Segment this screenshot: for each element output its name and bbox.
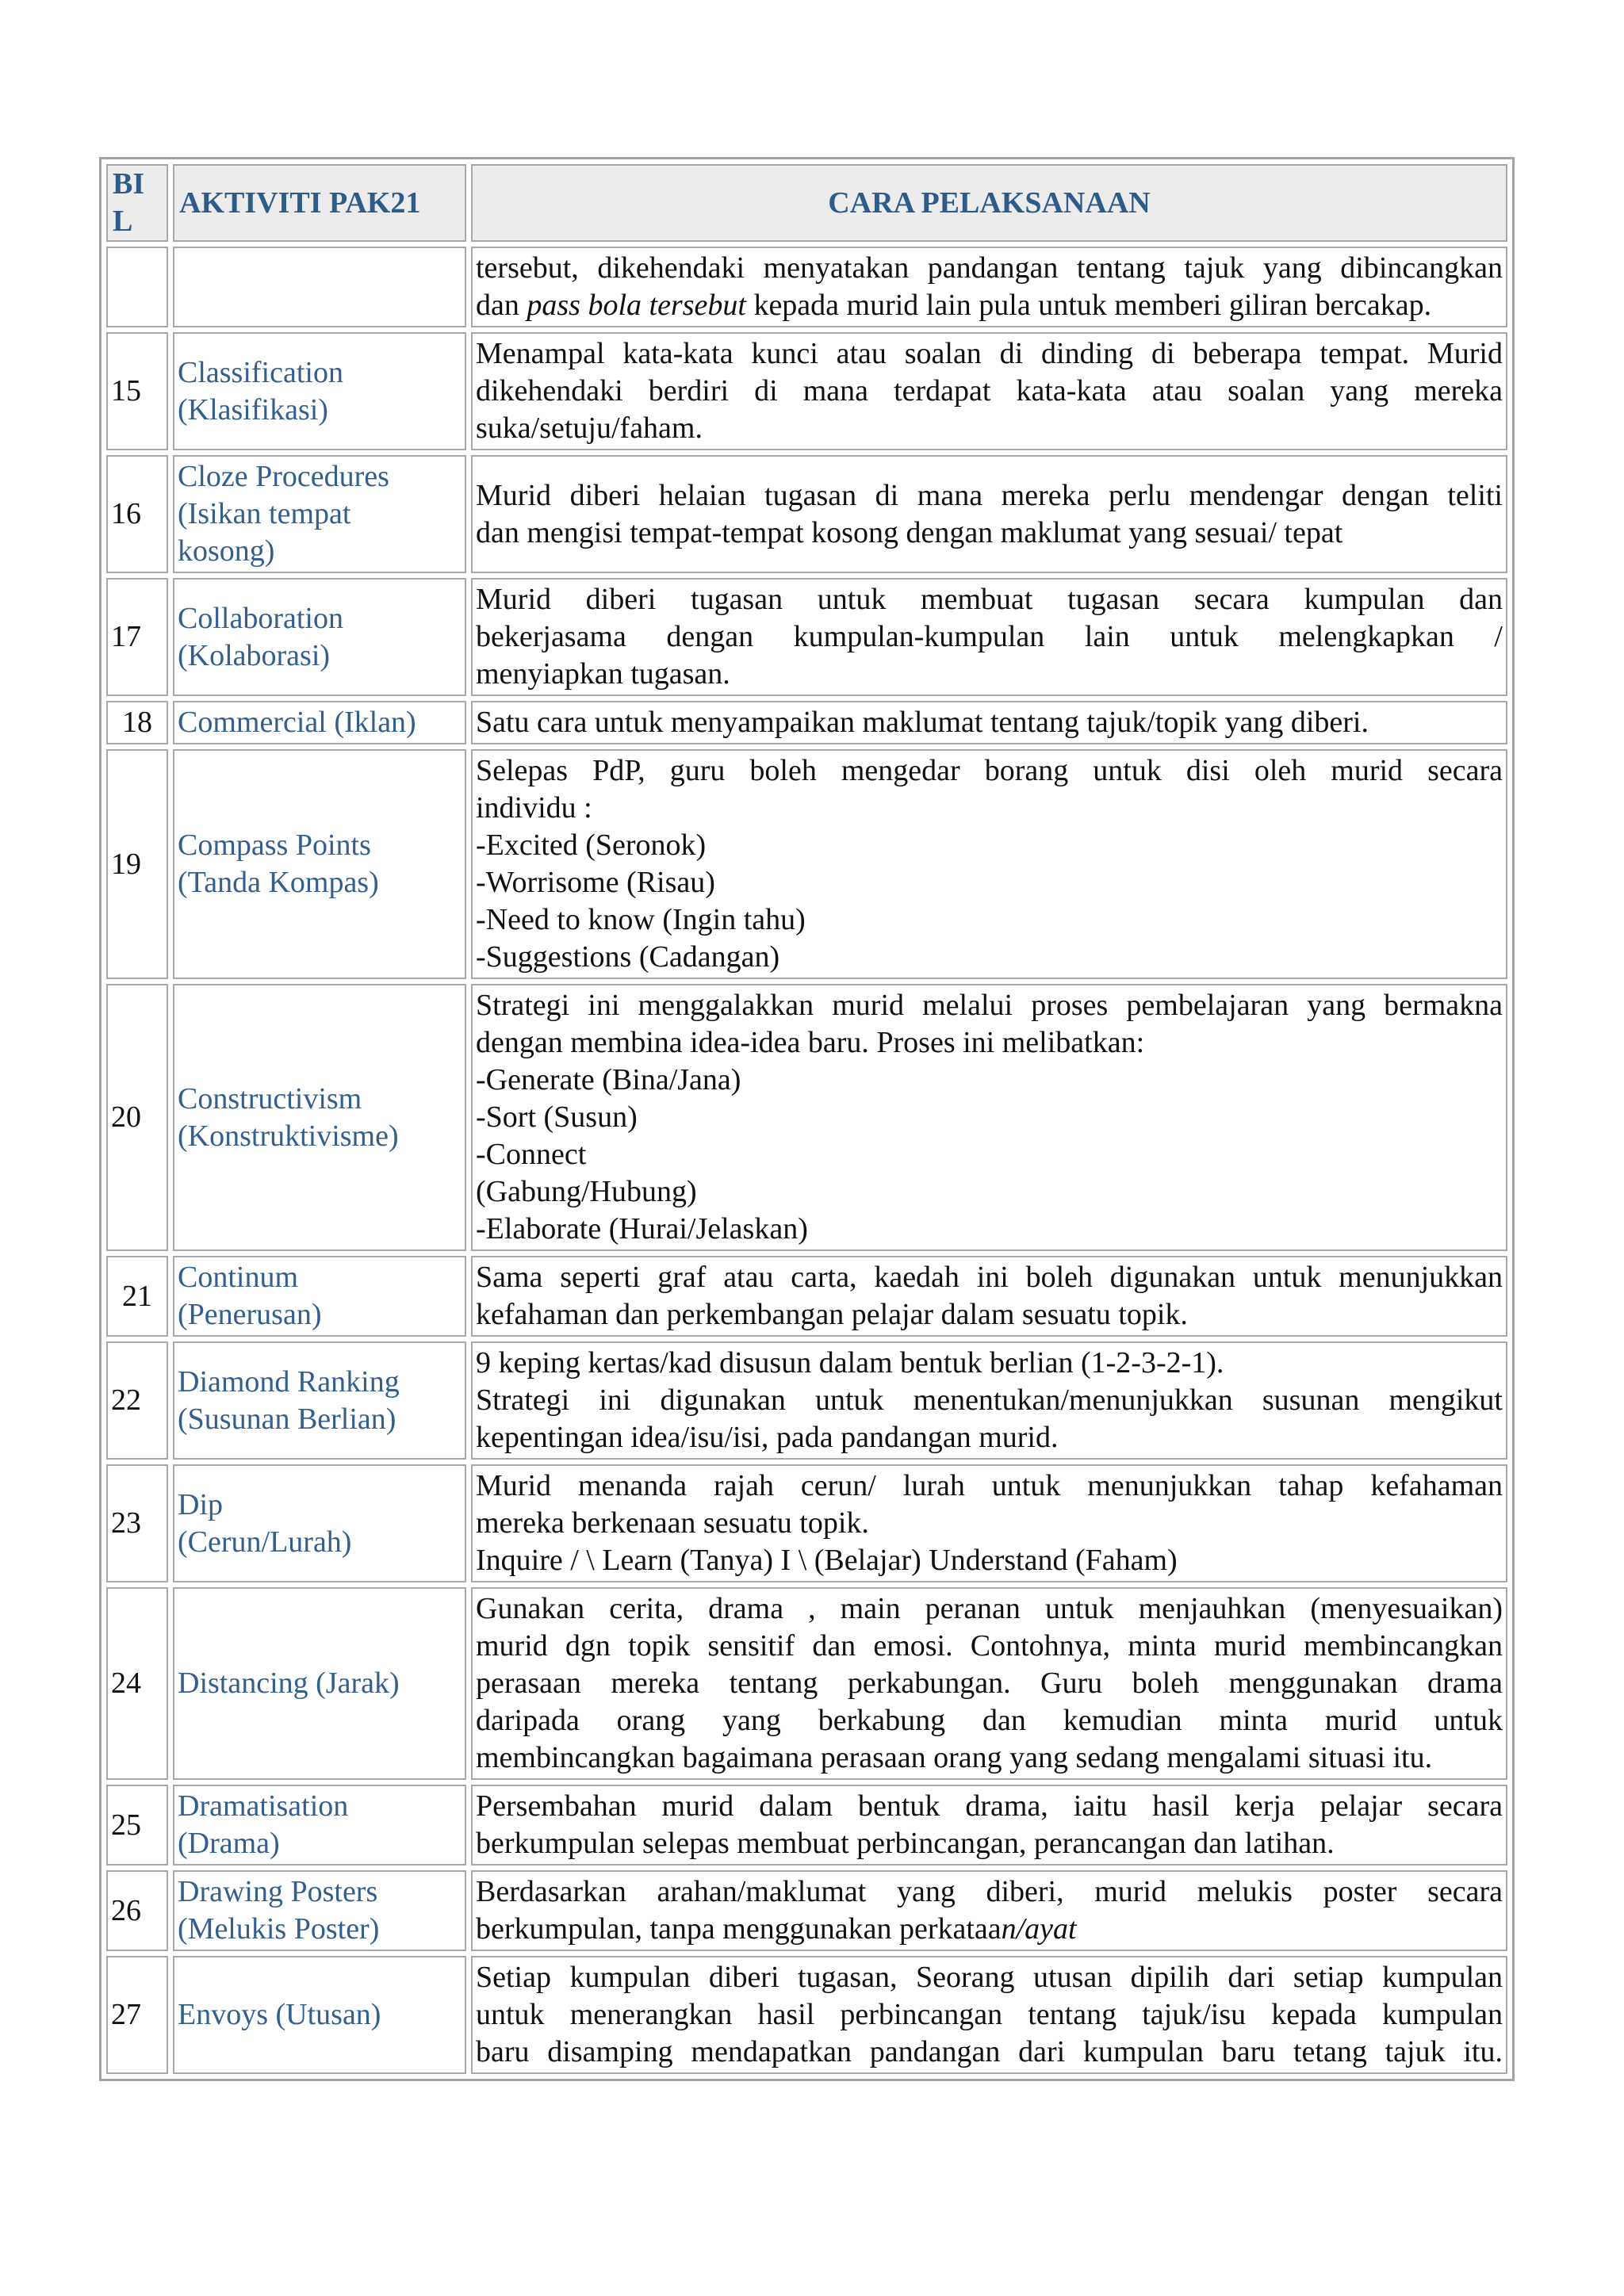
method-cell xyxy=(471,578,1507,696)
activity-cell: Distancing (Jarak) xyxy=(173,1587,466,1780)
bil-cell: 18 xyxy=(106,701,168,744)
bil-cell: 21 xyxy=(106,1256,168,1337)
method-line: -Worrisome (Risau) xyxy=(476,866,715,899)
activity-cell xyxy=(173,455,466,573)
bil-cell: 20 xyxy=(106,984,168,1251)
method-line: Persembahan murid dalam bentuk drama, iaitu hasil kerja pelajar secara xyxy=(476,1789,1503,1823)
activity-ms: (Drama) xyxy=(178,1827,280,1860)
method-line: berkumpulan, tanpa menggunakan perkataan/ayat xyxy=(476,1912,1077,1946)
activity-cell: Envoys (Utusan) xyxy=(173,1956,466,2074)
method-line: -Sort (Susun) xyxy=(476,1100,638,1134)
method-cell xyxy=(471,749,1507,979)
activities-table xyxy=(99,157,1515,2081)
table-row xyxy=(106,455,1507,573)
bil-cell: 24 xyxy=(106,1587,168,1780)
method-cell xyxy=(471,701,1507,744)
method-cell xyxy=(471,1464,1507,1582)
header-activity: AKTIVITI PAK21 xyxy=(173,164,466,242)
bil-cell: 17 xyxy=(106,578,168,696)
table-row xyxy=(106,1256,1507,1337)
method-cell xyxy=(471,332,1507,450)
method-line: kepentingan idea/isu/isi, pada pandangan murid. xyxy=(476,1421,1059,1454)
activity-en: Drawing Posters xyxy=(178,1875,378,1908)
activity-en: Cloze Procedures xyxy=(178,460,389,493)
table-row-continuation xyxy=(106,247,1507,327)
method-line: Inquire / \ Learn (Tanya) I \ (Belajar) Understand (Faham) xyxy=(476,1544,1178,1577)
table-row xyxy=(106,984,1507,1251)
method-line: Berdasarkan arahan/maklumat yang diberi, murid melukis poster secara xyxy=(476,1875,1503,1908)
activity-cell xyxy=(173,247,466,327)
method-line: (Gabung/Hubung) xyxy=(476,1175,697,1208)
activity-cell: Commercial (Iklan) xyxy=(173,701,466,744)
method-line: bekerjasama dengan kumpulan-kumpulan lain untuk melengkapkan / xyxy=(476,620,1503,653)
activity-cell xyxy=(173,1256,466,1337)
method-line: Satu cara untuk menyampaikan maklumat tentang tajuk/topik yang diberi. xyxy=(476,706,1369,739)
method-line: Gunakan cerita, drama , main peranan untuk menjauhkan (menyesuaikan) xyxy=(476,1592,1503,1625)
activity-cell xyxy=(173,1341,466,1460)
activity-en: Constructivism xyxy=(178,1081,362,1115)
activity-en: Classification xyxy=(178,355,343,389)
method-cell xyxy=(471,1341,1507,1460)
method-line: membincangkan bagaimana perasaan orang yang sedang mengalami situasi itu. xyxy=(476,1741,1433,1774)
bil-cell: 23 xyxy=(106,1464,168,1582)
method-line: menyiapkan tugasan. xyxy=(476,657,730,691)
activity-cell xyxy=(173,749,466,979)
method-line: kefahaman dan perkembangan pelajar dalam sesuatu topik. xyxy=(476,1298,1188,1331)
method-line: Selepas PdP, guru boleh mengedar borang untuk disi oleh murid secara xyxy=(476,754,1503,787)
activity-cell xyxy=(173,332,466,450)
method-line: -Generate (Bina/Jana) xyxy=(476,1063,741,1096)
method-cell xyxy=(471,984,1507,1251)
bil-cell: 15 xyxy=(106,332,168,450)
method-line: individu : xyxy=(476,791,592,825)
method-line: murid dgn topik sensitif dan emosi. Contohnya, minta murid membincangkan xyxy=(476,1629,1503,1663)
method-line: daripada orang yang berkabung dan kemudian minta murid untuk xyxy=(476,1704,1503,1737)
method-line: -Elaborate (Hurai/Jelaskan) xyxy=(476,1212,808,1246)
activity-en: Diamond Ranking xyxy=(178,1364,400,1399)
activity-ms: kosong) xyxy=(178,534,275,568)
method-line: Setiap kumpulan diberi tugasan, Seorang utusan dipilih dari setiap kumpulan xyxy=(476,1961,1503,1994)
method-line: Sama seperti graf atau carta, kaedah ini boleh digunakan untuk menunjukkan xyxy=(476,1261,1503,1294)
activity-ms: (Klasifikasi) xyxy=(178,392,328,427)
method-line: Murid diberi helaian tugasan di mana mereka perlu mendengar dengan teliti xyxy=(476,478,1503,512)
table-row xyxy=(106,1785,1507,1866)
activity-ms: (Isikan tempat xyxy=(178,497,351,530)
method-line: -Excited (Seronok) xyxy=(476,828,707,862)
bil-cell: 25 xyxy=(106,1785,168,1866)
bil-cell: 27 xyxy=(106,1956,168,2074)
activity-ms: (Penerusan) xyxy=(178,1298,322,1331)
table-row xyxy=(106,332,1507,450)
table-header-row xyxy=(106,164,1507,242)
activity-ms: (Kolaborasi) xyxy=(178,638,331,672)
method-line: baru disamping mendapatkan pandangan dari kumpulan baru tetang tajuk itu. xyxy=(476,2035,1503,2068)
method-italic-text: pass bola tersebut xyxy=(527,289,746,322)
activity-ms: (Konstruktivisme) xyxy=(178,1119,399,1153)
bil-cell: 16 xyxy=(106,455,168,573)
bil-cell xyxy=(106,247,168,327)
table-row xyxy=(106,578,1507,696)
activity-cell xyxy=(173,1870,466,1951)
activity-ms: (Tanda Kompas) xyxy=(178,866,379,899)
table-row xyxy=(106,1956,1507,2074)
table-row xyxy=(106,749,1507,979)
method-line: untuk menerangkan hasil perbincangan tentang tajuk/isu kepada kumpulan xyxy=(476,1998,1503,2031)
method-line: dengan membina idea-idea baru. Proses ini melibatkan: xyxy=(476,1026,1145,1059)
table-row xyxy=(106,1870,1507,1951)
table-row xyxy=(106,1464,1507,1582)
method-cell xyxy=(471,247,1507,327)
method-italic-text: n/ayat xyxy=(1001,1912,1077,1946)
bil-cell: 19 xyxy=(106,749,168,979)
method-line: tersebut, dikehendaki menyatakan pandangan tentang tajuk yang dibincangkan xyxy=(476,251,1503,285)
method-line: Murid menanda rajah cerun/ lurah untuk menunjukkan tahap kefahaman xyxy=(476,1469,1503,1502)
activity-ms: (Susunan Berlian) xyxy=(178,1402,396,1436)
activity-en: Compass Points xyxy=(178,828,371,862)
table-row xyxy=(106,701,1507,744)
method-line: -Connect xyxy=(476,1138,587,1171)
activity-en: Dramatisation xyxy=(178,1789,349,1823)
activity-cell xyxy=(173,578,466,696)
activity-ms: (Cerun/Lurah) xyxy=(178,1525,352,1559)
method-cell xyxy=(471,1956,1507,2074)
method-line: suka/setuju/faham. xyxy=(476,411,703,445)
bil-cell: 22 xyxy=(106,1341,168,1460)
table-row xyxy=(106,1587,1507,1780)
activity-en: Continum xyxy=(178,1261,299,1294)
activity-ms: (Melukis Poster) xyxy=(178,1912,380,1946)
method-cell xyxy=(471,1587,1507,1780)
header-method: CARA PELAKSANAAN xyxy=(471,164,1507,242)
method-cell xyxy=(471,1785,1507,1866)
method-line: perasaan mereka tentang perkabungan. Guru boleh menggunakan drama xyxy=(476,1667,1503,1700)
method-line: -Suggestions (Cadangan) xyxy=(476,940,780,974)
method-line: 9 keping kertas/kad disusun dalam bentuk berlian (1-2-3-2-1). xyxy=(476,1346,1224,1380)
activity-en: Dip xyxy=(178,1487,223,1521)
table-row xyxy=(106,1341,1507,1460)
activity-cell xyxy=(173,984,466,1251)
method-line: Menampal kata-kata kunci atau soalan di dinding di beberapa tempat. Murid xyxy=(476,337,1503,370)
method-line: dikehendaki berdiri di mana terdapat kata-kata atau soalan yang mereka xyxy=(476,374,1503,408)
method-line: mereka berkenaan sesuatu topik. xyxy=(476,1506,869,1540)
method-line: Murid diberi tugasan untuk membuat tugasan secara kumpulan dan xyxy=(476,583,1503,616)
header-bil: BIL xyxy=(106,164,168,242)
activity-en: Collaboration xyxy=(178,601,343,635)
method-line: -Need to know (Ingin tahu) xyxy=(476,903,806,936)
method-cell xyxy=(471,1870,1507,1951)
method-line: dan mengisi tempat-tempat kosong dengan maklumat yang sesuai/ tepat xyxy=(476,515,1343,549)
activity-cell xyxy=(173,1464,466,1582)
method-line: berkumpulan selepas membuat perbincangan, perancangan dan latihan. xyxy=(476,1827,1335,1860)
method-line: Strategi ini menggalakkan murid melalui proses pembelajaran yang bermakna xyxy=(476,989,1503,1022)
method-cell xyxy=(471,455,1507,573)
activity-cell xyxy=(173,1785,466,1866)
method-cell xyxy=(471,1256,1507,1337)
method-line: dan pass bola tersebut kepada murid lain pula untuk memberi giliran bercakap. xyxy=(476,289,1432,322)
bil-cell: 26 xyxy=(106,1870,168,1951)
method-line: Strategi ini digunakan untuk menentukan/menunjukkan susunan mengikut xyxy=(476,1383,1503,1417)
